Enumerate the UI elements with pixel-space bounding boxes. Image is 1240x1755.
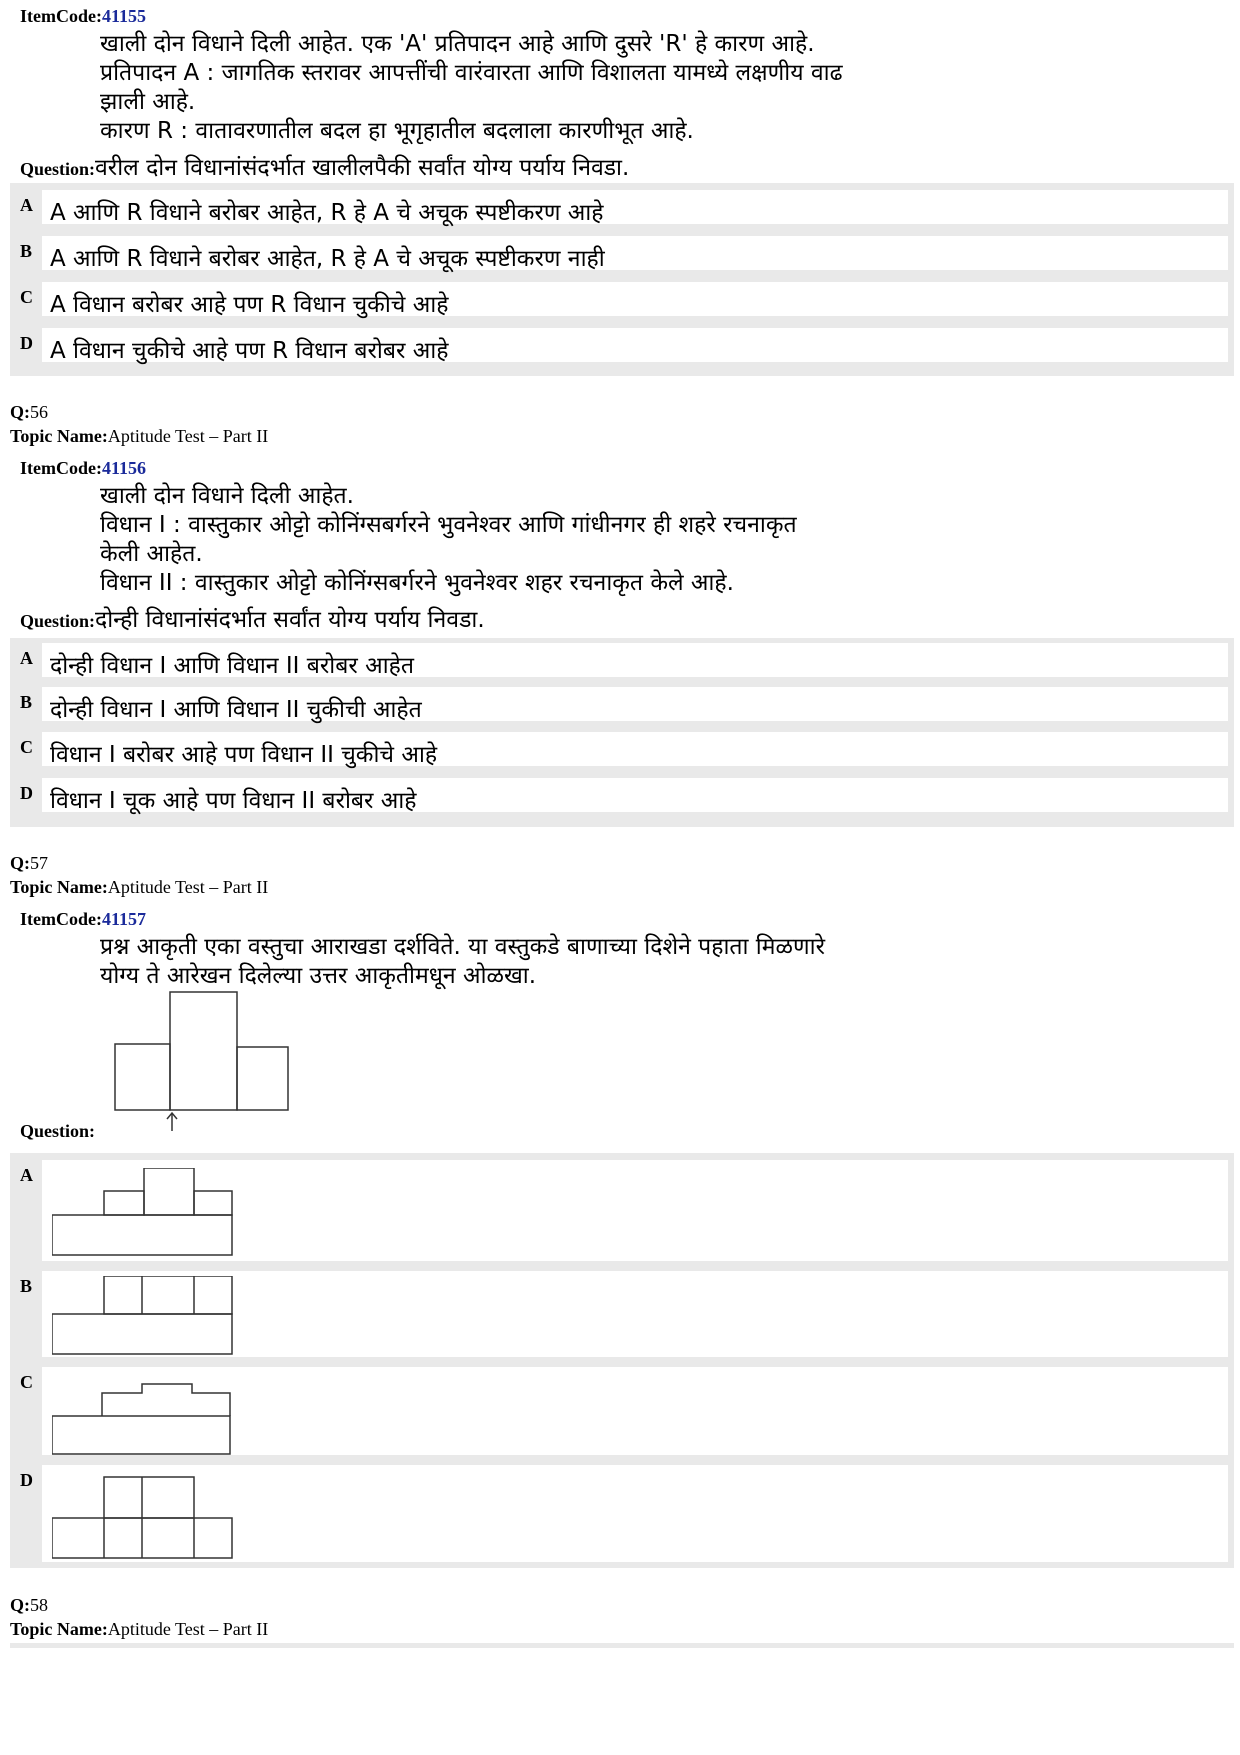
question-block-58-top xyxy=(10,1643,1234,1648)
question-stem: खाली दोन विधाने दिली आहेत. एक 'A' प्रतिपादन आहे आणि दुसरे 'R' हे कारण आहे. प्रतिपादन A : जागतिक स्तरावर आपत्तींची वारंवारता आणि विशालता यामध्ये लक्षणीय वाढ झाली आहे. कारण R : वातावरणातील बदल हा भूगृहातील बदलाला कारणीभूत आहे. xyxy=(100,31,843,144)
question-header-55 xyxy=(10,0,1234,183)
option-c[interactable]: C विधान I बरोबर आहे पण विधान II चुकीचे आहे xyxy=(10,729,1234,769)
question-block-55 xyxy=(10,0,1234,376)
item-code: ItemCode:41155 xyxy=(20,6,146,26)
question-stem: खाली दोन विधाने दिली आहेत. विधान I : वास्तुकार ओट्टो कोनिंग्सबर्गरने भुवनेश्वर आणि गांधीनगर ही शहरे रचनाकृत केली आहेत. विधान II : वास्तुकार ओट्टो कोनिंग्सबर्गरने भुवनेश्वर शहर रचनाकृत केले आहे. xyxy=(100,483,797,596)
question-block-57 xyxy=(10,901,1234,1568)
option-c-figure xyxy=(52,1383,252,1463)
question-number-56: Q:56 xyxy=(10,402,48,422)
question-figure-plan xyxy=(100,985,300,1133)
option-b-figure xyxy=(52,1276,252,1361)
question-label: Question:दोन्ही विधानांसंदर्भात सर्वांत योग्य पर्याय निवडा. xyxy=(20,607,485,633)
question-label: Question:वरील दोन विधानांसंदर्भात खालीलपैकी सर्वांत योग्य पर्याय निवडा. xyxy=(20,155,630,181)
option-c[interactable]: C A विधान बरोबर आहे पण R विधान चुकीचे आहे xyxy=(10,279,1234,319)
option-d[interactable]: D विधान I चूक आहे पण विधान II बरोबर आहे xyxy=(10,775,1234,815)
topic-name-57: Topic Name:Aptitude Test – Part II xyxy=(10,877,269,897)
option-c[interactable]: C xyxy=(10,1364,1234,1458)
option-a[interactable]: A xyxy=(10,1157,1234,1264)
question-header-56 xyxy=(10,450,1234,638)
option-d-figure xyxy=(52,1469,252,1564)
question-header-57 xyxy=(10,901,1234,1153)
question-stem: प्रश्न आकृती एका वस्तुचा आराखडा दर्शविते. या वस्तुकडे बाणाच्या दिशेने पहाता मिळणारे योग्य ते आरेखन दिलेल्या उत्तर आकृतीमधून ओळखा. xyxy=(100,934,825,989)
question-number-57: Q:57 xyxy=(10,853,48,873)
question-block-56 xyxy=(10,450,1234,827)
option-b[interactable]: B दोन्ही विधान I आणि विधान II चुकीची आहेत xyxy=(10,684,1234,724)
question-label: Question: xyxy=(20,1121,96,1141)
item-code: ItemCode:41156 xyxy=(20,458,146,478)
question-number-58: Q:58 xyxy=(10,1595,48,1615)
option-a[interactable]: A दोन्ही विधान I आणि विधान II बरोबर आहेत xyxy=(10,640,1234,680)
option-d[interactable]: D xyxy=(10,1462,1234,1565)
item-code: ItemCode:41157 xyxy=(20,909,146,929)
option-b[interactable]: B xyxy=(10,1268,1234,1360)
option-a-figure xyxy=(52,1168,252,1263)
option-b[interactable]: B A आणि R विधाने बरोबर आहेत, R हे A चे अचूक स्पष्टीकरण नाही xyxy=(10,233,1234,273)
topic-name-58: Topic Name:Aptitude Test – Part II xyxy=(10,1619,269,1639)
option-a[interactable]: A A आणि R विधाने बरोबर आहेत, R हे A चे अचूक स्पष्टीकरण आहे xyxy=(10,187,1234,227)
option-d[interactable]: D A विधान चुकीचे आहे पण R विधान बरोबर आहे xyxy=(10,325,1234,365)
topic-name-56: Topic Name:Aptitude Test – Part II xyxy=(10,426,269,446)
